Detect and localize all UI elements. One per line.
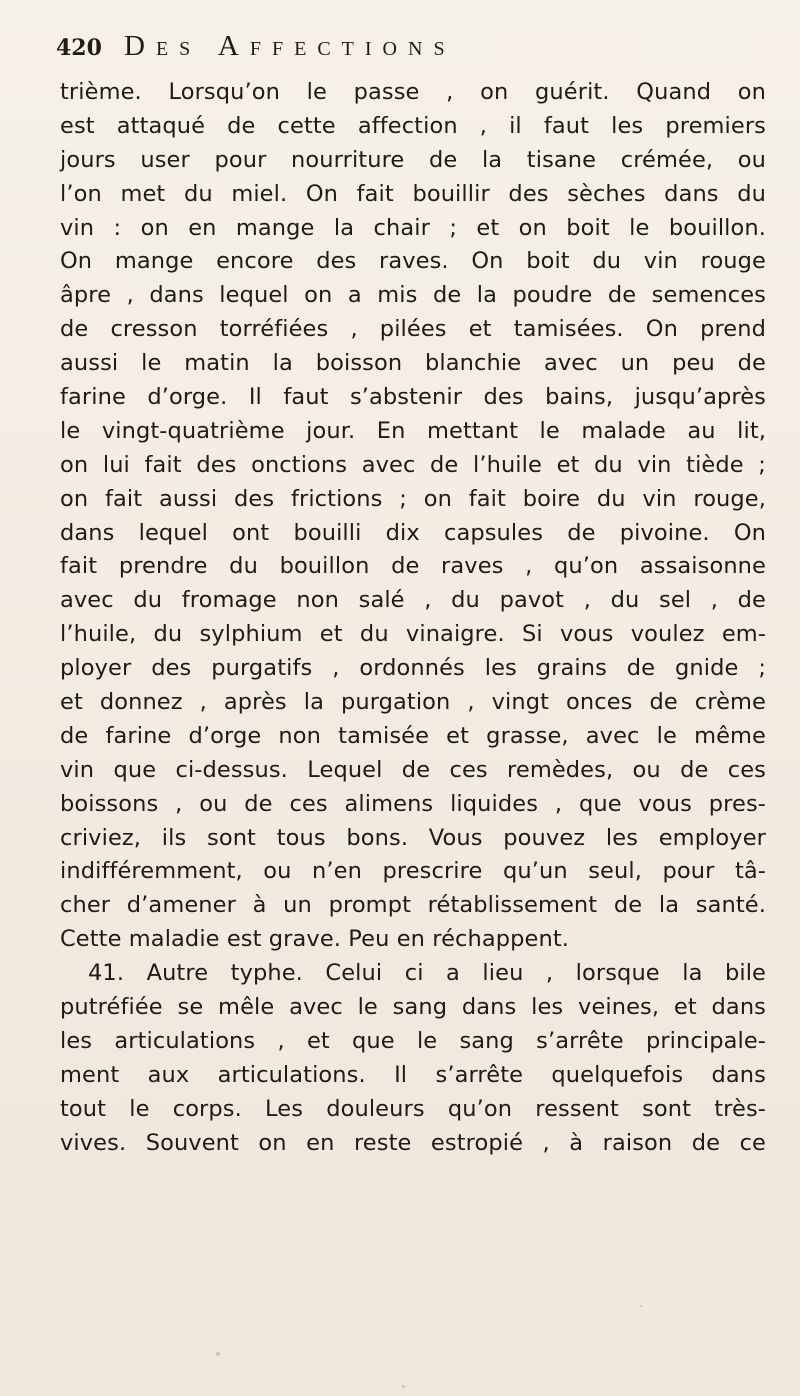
page-number: 420 xyxy=(56,35,102,61)
text-line: avec du fromage non salé , du pavot , du sel , de xyxy=(60,587,766,614)
text-line: vives. Souvent on en reste estropié , à raison de ce xyxy=(60,1129,766,1156)
text-line: âpre , dans lequel on a mis de la poudre de semences xyxy=(60,282,766,309)
text-line: l’on met du miel. On fait bouillir des sèches dans du xyxy=(60,180,766,207)
paper-speck xyxy=(640,1305,642,1307)
text-line: de cresson torréfiées , pilées et tamisées. On prend xyxy=(60,316,766,343)
body-text xyxy=(60,76,764,1161)
text-line: putréfiée se mêle avec le sang dans les veines, et dans xyxy=(60,994,766,1021)
text-line: farine d’orge. Il faut s’abstenir des bains, jusqu’après xyxy=(60,384,766,411)
text-line: indifféremment, ou n’en prescrire qu’un seul, pour tâ- xyxy=(60,858,766,885)
text-line: les articulations , et que le sang s’arrête principale- xyxy=(60,1027,766,1054)
text-line: fait prendre du bouillon de raves , qu’on assaisonne xyxy=(60,553,766,580)
text-line: boissons , ou de ces alimens liquides , que vous pres- xyxy=(60,790,766,817)
text-line: Cette maladie est grave. Peu en réchappent. xyxy=(60,926,570,953)
text-line: on fait aussi des frictions ; on fait boire du vin rouge, xyxy=(60,485,766,512)
paper-speck xyxy=(402,1385,405,1388)
text-line: On mange encore des raves. On boit du vin rouge xyxy=(60,248,766,275)
text-line: et donnez , après la purgation , vingt onces de crème xyxy=(60,689,766,716)
text-line: ment aux articulations. Il s’arrête quelquefois dans xyxy=(60,1061,766,1088)
paper-speck xyxy=(216,1352,220,1356)
text-line: ployer des purgatifs , ordonnés les grains de gnide ; xyxy=(60,655,766,682)
text-line: jours user pour nourriture de la tisane crémée, ou xyxy=(60,146,766,173)
text-line: cher d’amener à un prompt rétablissement de la santé. xyxy=(60,892,766,919)
text-line: de farine d’orge non tamisée et grasse, avec le même xyxy=(60,722,766,749)
text-line: vin : on en mange la chair ; et on boit le bouillon. xyxy=(60,214,766,241)
text-line: l’huile, du sylphium et du vinaigre. Si vous voulez em- xyxy=(60,621,766,648)
text-line: aussi le matin la boisson blanchie avec un peu de xyxy=(60,350,766,377)
text-line: on lui fait des onctions avec de l’huile et du vin tiède ; xyxy=(60,451,766,478)
text-line: vin que ci-dessus. Lequel de ces remèdes, ou de ces xyxy=(60,756,766,783)
text-line: criviez, ils sont tous bons. Vous pouvez les employer xyxy=(60,824,766,851)
text-line: trième. Lorsqu’on le passe , on guérit. Quand on xyxy=(60,79,766,105)
text-line: est attaqué de cette affection , il faut les premiers xyxy=(60,112,766,139)
text-line: le vingt-quatrième jour. En mettant le malade au lit, xyxy=(60,417,766,444)
running-head xyxy=(56,30,764,76)
text-line: tout le corps. Les douleurs qu’on ressent sont très- xyxy=(60,1095,766,1122)
section-start-line: 41. Autre typhe. Celui ci a lieu , lorsque la bile xyxy=(88,960,766,987)
text-line: dans lequel ont bouilli dix capsules de pivoine. On xyxy=(60,519,766,546)
running-title: Des Affections xyxy=(124,30,456,62)
